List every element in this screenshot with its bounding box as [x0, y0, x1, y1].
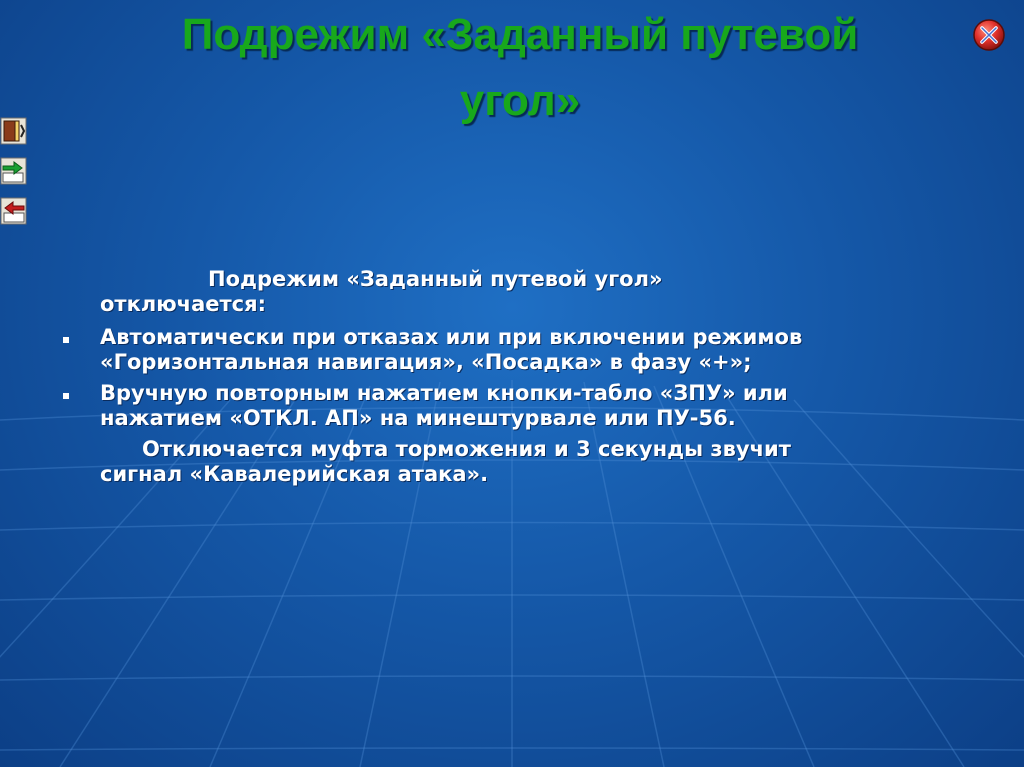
bullet-marker: [63, 337, 69, 343]
exit-button[interactable]: [0, 117, 27, 145]
intro-line2: отключается:: [100, 292, 266, 316]
close-icon: [972, 18, 1006, 52]
arrow-left-icon: [0, 197, 27, 225]
note-line2: сигнал «Кавалерийская атака».: [100, 462, 489, 486]
bullet-1-line2: «Горизонтальная навигация», «Посадка» в фазу «+»;: [100, 350, 752, 374]
bullet-2-line2: нажатием «ОТКЛ. АП» на минештурвале или ПУ-56.: [100, 406, 736, 430]
bullet-marker: [63, 393, 69, 399]
arrow-right-icon: [0, 157, 27, 185]
close-button[interactable]: [972, 18, 1006, 52]
slide-title-line2: угол»: [459, 76, 581, 125]
next-slide-button[interactable]: [0, 157, 27, 185]
note-line1: Отключается муфта торможения и 3 секунды звучит: [142, 437, 791, 461]
bullet-1-line1: Автоматически при отказах или при включении режимов: [100, 325, 803, 349]
previous-slide-button[interactable]: [0, 197, 27, 225]
slide-title-line1: Подрежим «Заданный путевой: [181, 10, 859, 59]
exit-door-icon: [0, 117, 27, 145]
intro-line1: Подрежим «Заданный путевой угол»: [208, 267, 663, 291]
bullet-2-line1: Вручную повторным нажатием кнопки-табло «ЗПУ» или: [100, 381, 788, 405]
